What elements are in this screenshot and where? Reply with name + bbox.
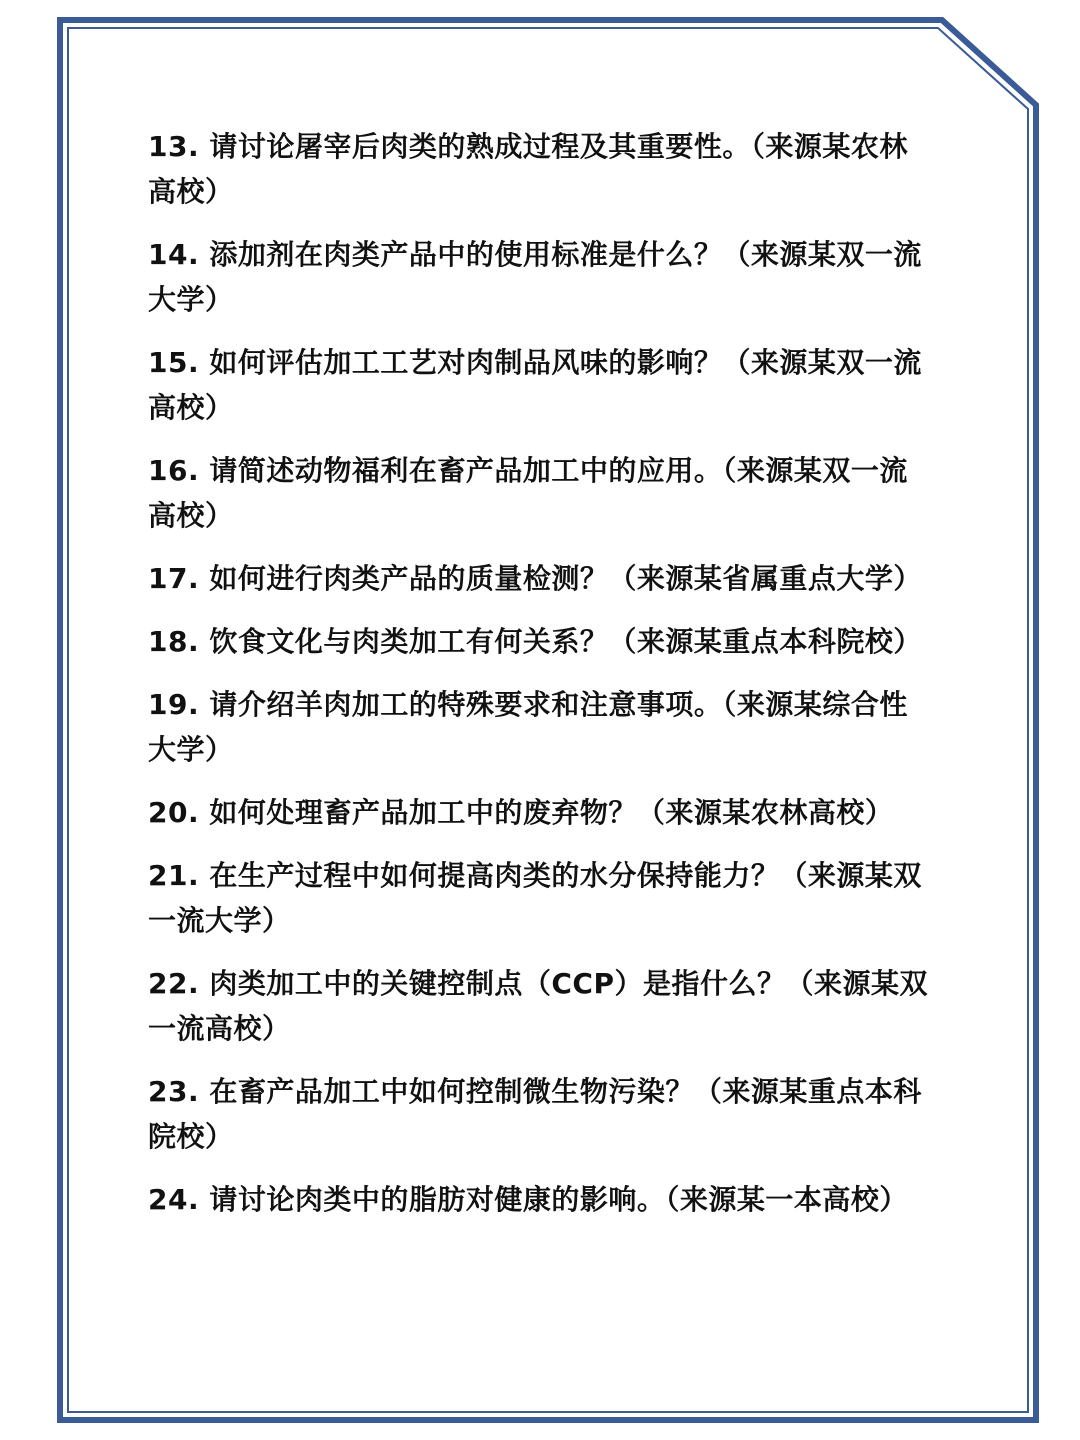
question-item: 22. 肉类加工中的关键控制点（CCP）是指什么？（来源某双一流高校）: [148, 967, 928, 1045]
question-item: 19. 请介绍羊肉加工的特殊要求和注意事项。（来源某综合性大学）: [148, 688, 908, 766]
question-item: 14. 添加剂在肉类产品中的使用标准是什么？（来源某双一流大学）: [148, 238, 922, 316]
question-item: 15. 如何评估加工工艺对肉制品风味的影响？（来源某双一流高校）: [148, 346, 922, 424]
question-item: 17. 如何进行肉类产品的质量检测？（来源某省属重点大学）: [148, 562, 922, 595]
question-item: 16. 请简述动物福利在畜产品加工中的应用。（来源某双一流高校）: [148, 454, 908, 532]
question-item: 13. 请讨论屠宰后肉类的熟成过程及其重要性。（来源某农林高校）: [148, 130, 908, 208]
question-item: 24. 请讨论肉类中的脂肪对健康的影响。（来源某一本高校）: [148, 1183, 908, 1216]
question-item: 21. 在生产过程中如何提高肉类的水分保持能力？（来源某双一流大学）: [148, 859, 922, 937]
question-list: [148, 124, 928, 1240]
question-item: 18. 饮食文化与肉类加工有何关系？（来源某重点本科院校）: [148, 625, 922, 658]
question-item: 20. 如何处理畜产品加工中的废弃物？（来源某农林高校）: [148, 796, 894, 829]
question-item: 23. 在畜产品加工中如何控制微生物污染？（来源某重点本科院校）: [148, 1075, 922, 1153]
